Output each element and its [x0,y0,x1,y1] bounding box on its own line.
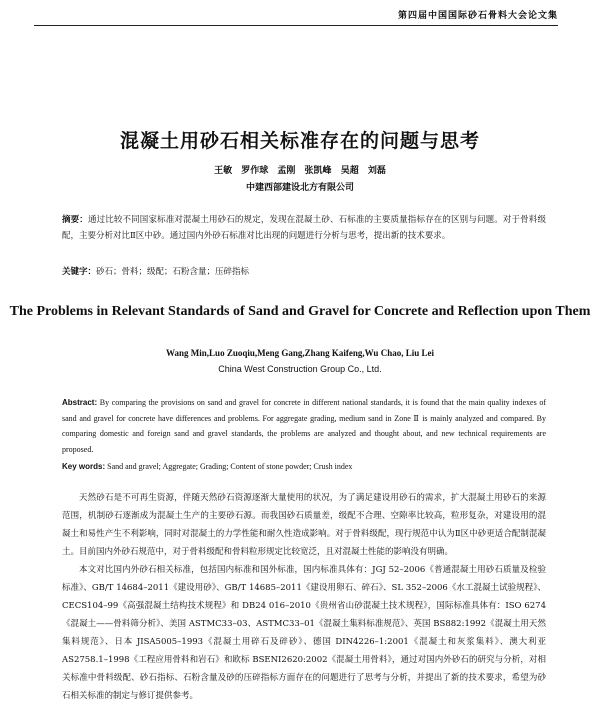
chinese-abstract-label: 摘要： [62,215,88,225]
chinese-abstract [62,212,546,244]
chinese-keywords-text: 砂石；骨料；级配；石粉含量；压碎指标 [96,267,250,277]
body-section [62,489,546,705]
english-keywords-text: Sand and gravel; Aggregate; Grading; Content of stone powder; Crush index [107,462,353,471]
english-title: The Problems in Relevant Standards of Sand and Gravel for Concrete and Reflection upon Them [9,304,591,319]
english-abstract-label: Abstract: [62,398,98,407]
chinese-affiliation: 中建西部建设北方有限公司 [245,183,354,193]
body-paragraph-2: 本文对比国内外砂石相关标准，包括国内标准和国外标准，国内标准具体有：JGJ 52–2006《普通混凝土用砂石质量及检验标准》、GB/T 14684–2011《建设用砂》、GB/T 14685–2011《建设用卵石、碎石》、SL 352–2006《水工混凝土试验规程》、CECS104–99《高强混凝土结构技术规程》和 DB24 016–2010《贵州省山砂混凝土技术规程》，国际标准具体有：ISO 6274《混凝土——骨料筛分析》、美国 ASTMC33–03、ASTMC33–01《混凝土集料标准规范》、英国 BS882:1992《混凝土用天然集料规范》、日本 JISA5005–1993《混凝土用碎石及碎砂》、德国 DIN4226–1:2001《混凝土和灰浆集料》、澳大利亚 AS2758.1–1998《工程应用骨料和岩石》和欧标 BSENI2620:2002《混凝土用骨料》，通过对国内外砂石的研究与分析，对相关标准中骨料级配、砂石指标、石粉含量及砂的压碎指标方面存在的问题进行了思考与分析，并提出了新的技术要求，希望为砂石相关标准的制定与修订提供参考。 [62,565,546,701]
english-abstract [62,395,546,457]
chinese-keywords-label: 关键字： [62,267,97,277]
english-affiliation: China West Construction Group Co., Ltd. [218,364,382,374]
chinese-keywords [62,264,546,280]
english-abstract-text: By comparing the provisions on sand and gravel for concrete in different national standards, it is found that the main quality indexes of sand and gravel for concrete have differences and problems. For aggregate grading, medium sand in Zone Ⅱ is mainly analyzed and compared. By comparing domestic and foreign sand and gravel standards, the problems are analyzed and thought about, and new technical requirements are proposed. [62,398,547,454]
english-authors: Wang Min,Luo Zuoqiu,Meng Gang,Zhang Kaifeng,Wu Chao, Liu Lei [166,348,434,358]
chinese-authors: 王敏 罗作球 孟刚 张凯峰 吴超 刘磊 [214,166,386,176]
header-divider [34,25,558,26]
running-header: 第四届中国国际砂石骨料大会论文集 [397,11,558,21]
chinese-abstract-text: 通过比较不同国家标准对混凝土用砂石的规定，发现在混凝土砂、石标准的主要质量指标存在的区别与问题。对于骨料级配，主要分析对比Ⅱ区中砂。通过国内外砂石标准对比出现的问题进行分析与思考，提出新的技术要求。 [62,215,546,241]
english-keywords [62,459,546,474]
english-keywords-label: Key words: [62,462,106,471]
chinese-title: 混凝土用砂石相关标准存在的问题与思考 [119,130,480,152]
body-paragraph-1: 天然砂石是不可再生资源，伴随天然砂石资源逐渐大量使用的状况，为了满足建设用砂石的需求，扩大混凝土用砂石的来源范围，机制砂石逐渐成为混凝土生产的主要砂石源。而我国砂石质量差，级配不合理、空隙率比较高，粒形复杂，对建设用的混凝土和易性产生不利影响，同时对混凝土的力学性能和耐久性造成影响。对于骨料级配，现行规范中认为Ⅱ区中砂更适合配制混凝土。目前国内外砂石规范中，对于骨料级配和骨料粒形规定比较宽泛，且对混凝土性能的影响没有明确。 [62,493,546,557]
